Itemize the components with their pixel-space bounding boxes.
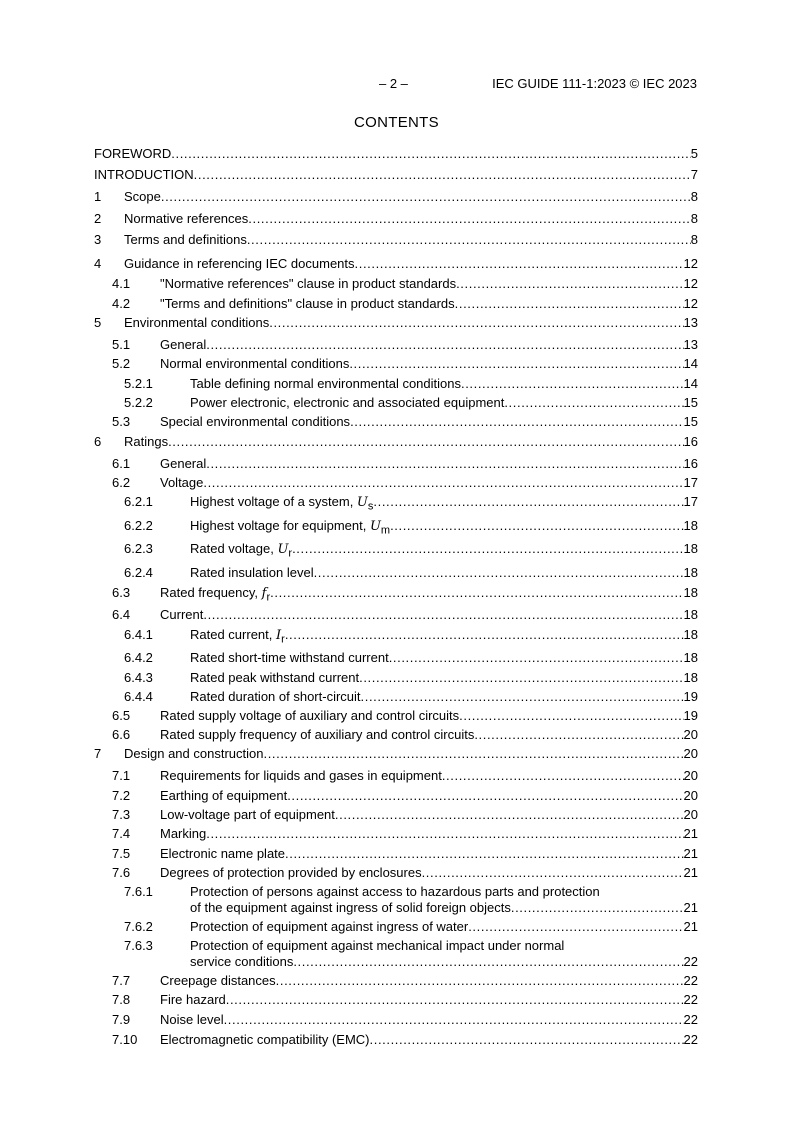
toc-number: 7.6.1 [124,884,153,899]
toc-number: 6.4.3 [124,670,153,685]
toc-number: 6.4.1 [124,627,153,642]
toc-number: 5.2 [112,356,131,371]
symbol-subscript: r [281,633,285,646]
toc-label: Special environmental conditions [160,414,351,429]
toc-label: Low-voltage part of equipment [160,807,335,822]
toc-number: 5 [94,315,102,330]
toc-label: Fire hazard [160,992,226,1007]
toc-label: General [160,337,207,352]
symbol-subscript: s [367,500,374,513]
toc-number: 7.2 [112,788,131,803]
toc-label: "Terms and definitions" clause in product standards [160,296,455,311]
toc-page: 12 [683,296,698,311]
toc-page: 15 [683,414,698,429]
toc-page: 22 [683,1032,698,1047]
toc-label: Environmental conditions [124,315,270,330]
toc-number: 1 [94,189,102,204]
toc-label: Rated supply voltage of auxiliary and control circuits [160,708,460,723]
toc-page: 22 [683,954,698,969]
toc-number: 6.2 [112,475,131,490]
toc-label: INTRODUCTION [94,167,194,182]
frequency-symbol: f [261,586,267,601]
toc-number: 6.1 [112,456,131,471]
toc-label: Guidance in referencing IEC documents [124,256,355,271]
page-header [0,76,793,94]
toc-label: Power electronic, electronic and associated equipment [190,395,505,410]
toc-page: 18 [683,565,698,580]
toc-number: 7.5 [112,846,131,861]
toc-entry[interactable] [94,884,698,916]
toc-label: Rated voltage, [190,541,278,556]
toc-page: 8 [690,232,698,247]
voltage-symbol: U [356,495,368,510]
toc-number: 5.2.1 [124,376,153,391]
toc-label: Current [160,607,204,622]
symbol-subscript: r [288,547,293,560]
toc-page: 16 [683,456,698,471]
toc-page: 19 [683,708,698,723]
toc-label: Rated supply frequency of auxiliary and control circuits [160,727,475,742]
toc-page: 8 [690,211,698,226]
toc-page: 22 [683,973,698,988]
toc-page: 8 [690,189,698,204]
toc-label: Electronic name plate [160,846,286,861]
toc-label: Rated current, [190,627,276,642]
toc-page: 20 [683,768,698,783]
toc-label: Earthing of equipment [160,788,288,803]
toc-label: Degrees of protection provided by enclosures [160,865,422,880]
toc-number: 6.5 [112,708,131,723]
toc-number: 2 [94,211,102,226]
toc-label: "Normative references" clause in product standards [160,276,457,291]
toc-page: 21 [683,826,698,841]
toc-number: 6.4 [112,607,131,622]
toc-number: 6.2.1 [124,494,153,509]
toc-page: 13 [683,315,698,330]
toc-page: 12 [683,256,698,271]
toc-number: 6.4.4 [124,689,153,704]
symbol-subscript: m [380,524,391,537]
page-title: CONTENTS [354,114,439,131]
toc-label: Marking [160,826,207,841]
toc-page: 15 [683,395,698,410]
voltage-symbol: U [369,519,381,534]
toc-number: 7 [94,746,102,761]
toc-label: service conditions [190,954,294,969]
toc-label: Normal environmental conditions [160,356,350,371]
toc-page: 18 [683,541,698,556]
page-number: – 2 – [379,76,408,91]
voltage-symbol: U [277,542,289,557]
toc-page: 18 [683,607,698,622]
toc-number: 6 [94,434,102,449]
toc-page: 17 [683,494,698,509]
toc-label: FOREWORD [94,146,172,161]
toc-number: 7.10 [112,1032,138,1047]
toc-number: 5.3 [112,414,131,429]
toc-label: Voltage [160,475,204,490]
toc-label: Terms and definitions [124,232,247,247]
toc-label: Rated insulation level [190,565,314,580]
toc-number: 7.8 [112,992,131,1007]
toc-page: 20 [683,788,698,803]
toc-page: 7 [690,167,698,182]
toc-page: 21 [683,846,698,861]
toc-label: Rated duration of short-circuit [190,689,361,704]
toc-page: 17 [683,475,698,490]
toc-page: 20 [683,727,698,742]
document-id: IEC GUIDE 111-1:2023 © IEC 2023 [492,76,697,91]
toc-page: 21 [683,900,698,915]
toc-page: 14 [683,376,698,391]
toc-number: 7.7 [112,973,131,988]
toc-page: 13 [683,337,698,352]
toc-label: Highest voltage of a system, [190,494,357,509]
toc-number: 3 [94,232,102,247]
toc-number: 6.6 [112,727,131,742]
toc-page: 12 [683,276,698,291]
toc-number: 5.2.2 [124,395,153,410]
current-symbol: I [276,628,282,643]
toc-page: 14 [683,356,698,371]
toc-page: 18 [683,627,698,642]
toc-label: Protection of equipment against ingress of water [190,919,469,934]
toc-page: 22 [683,1012,698,1027]
toc-number: 4.2 [112,296,131,311]
toc-number: 7.1 [112,768,131,783]
toc-label: Rated short-time withstand current [190,650,389,665]
toc-label-line1: Protection of persons against access to hazardous parts and protection [190,884,600,899]
toc-number: 7.6.3 [124,938,153,953]
toc-number: 6.2.4 [124,565,153,580]
toc-label: Electromagnetic compatibility (EMC) [160,1032,370,1047]
toc-page: 20 [683,807,698,822]
toc-page: 16 [683,434,698,449]
toc-page: 21 [683,919,698,934]
toc-label: Ratings [124,434,169,449]
toc-number: 7.6 [112,865,131,880]
toc-number: 6.2.3 [124,541,153,556]
toc-page: 20 [683,746,698,761]
toc-label: of the equipment against ingress of solid foreign objects [190,900,511,915]
toc-number: 6.4.2 [124,650,153,665]
toc-number: 6.3 [112,585,131,600]
toc-page: 18 [683,670,698,685]
toc-number: 7.9 [112,1012,131,1027]
toc-label: Normative references [124,211,249,226]
toc-number: 7.4 [112,826,131,841]
toc-label: Table defining normal environmental conditions [190,376,461,391]
toc-number: 5.1 [112,337,131,352]
symbol-subscript: r [266,591,271,604]
toc-page: 21 [683,865,698,880]
toc-label-line1: Protection of equipment against mechanical impact under normal [190,938,565,953]
toc-label: Rated peak withstand current [190,670,360,685]
toc-label: Noise level [160,1012,224,1027]
toc-page: 22 [683,992,698,1007]
toc-label: Highest voltage for equipment, [190,518,370,533]
toc-page: 18 [683,585,698,600]
toc-number: 4.1 [112,276,131,291]
toc-page: 18 [683,518,698,533]
toc-label: Design and construction [124,746,264,761]
toc-number: 7.6.2 [124,919,153,934]
toc-label: Scope [124,189,161,204]
toc-label: Requirements for liquids and gases in equipment [160,768,442,783]
toc-label: Rated frequency, [160,585,262,600]
toc-number: 7.3 [112,807,131,822]
toc-label: General [160,456,207,471]
toc-entry[interactable] [94,938,698,970]
toc-page: 19 [683,689,698,704]
toc-page: 5 [690,146,698,161]
toc-number: 4 [94,256,102,271]
toc-number: 6.2.2 [124,518,153,533]
toc-page: 18 [683,650,698,665]
toc-label: Creepage distances [160,973,276,988]
